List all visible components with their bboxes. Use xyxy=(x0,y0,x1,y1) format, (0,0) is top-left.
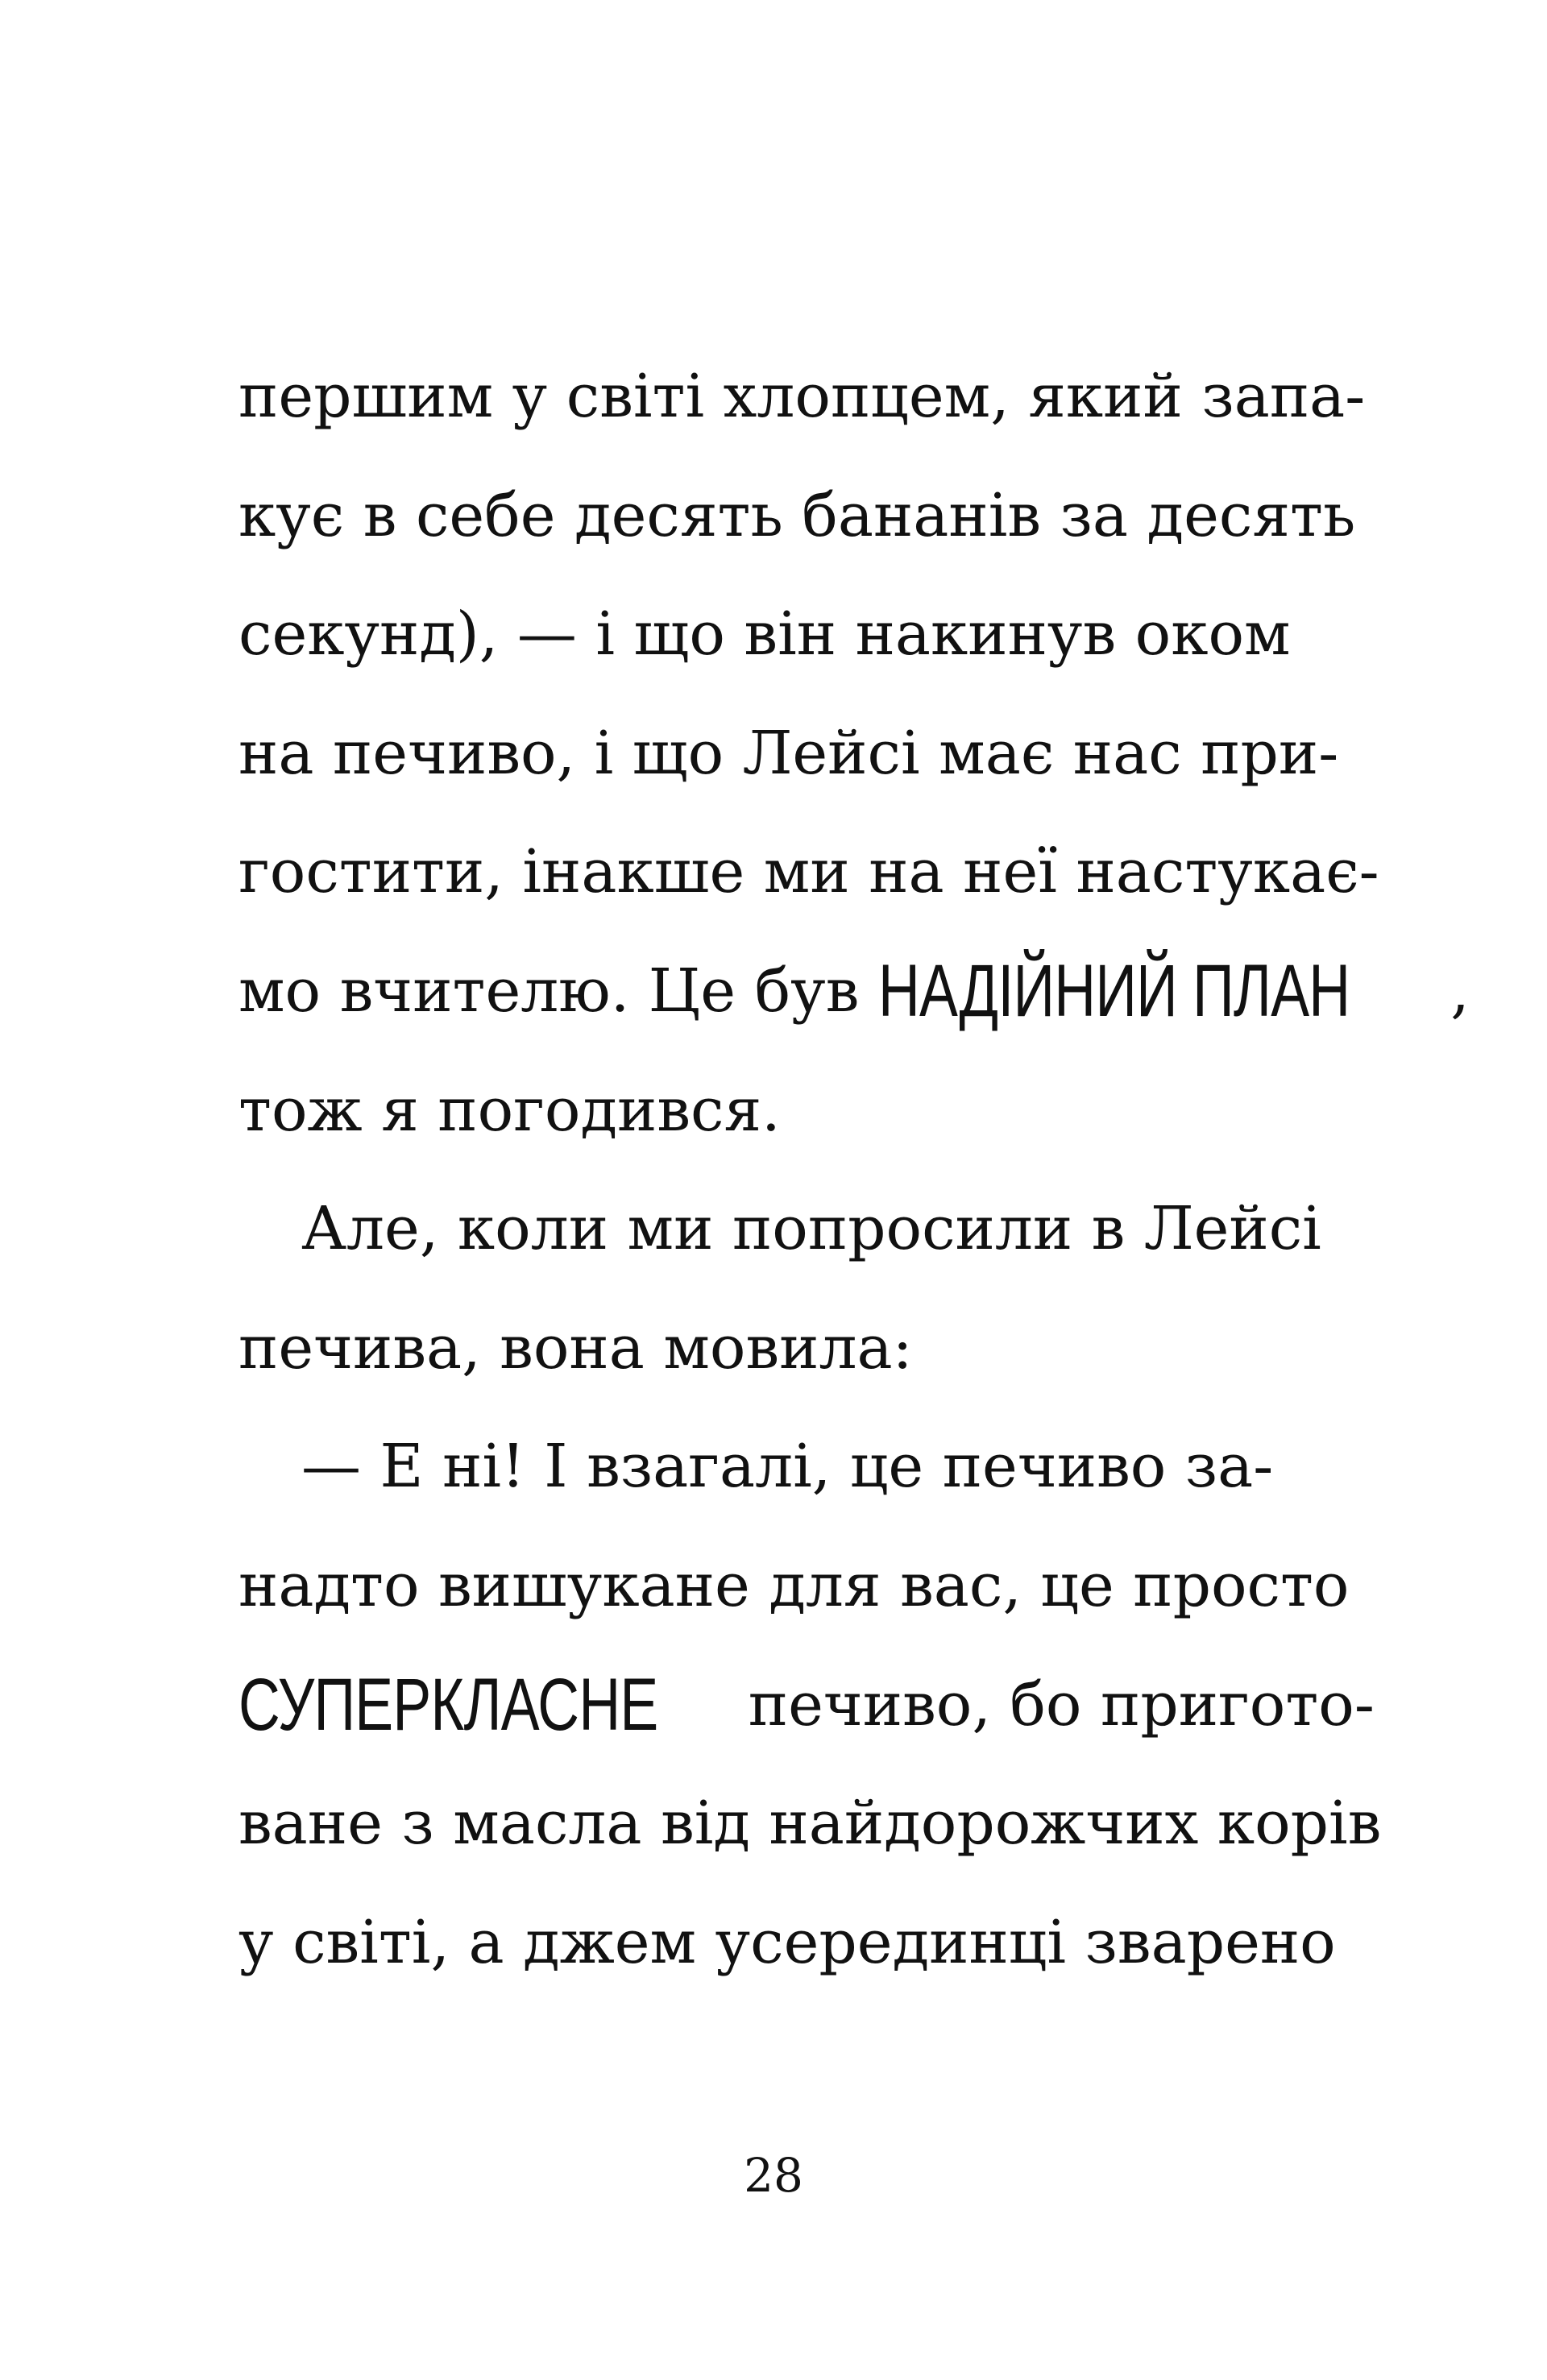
line-text: кує в себе десять бананів за десять xyxy=(238,481,1356,550)
text-line xyxy=(238,1894,1336,1991)
line-text: у світі, а джем усерединці зварено xyxy=(238,1908,1336,1977)
line-text: на печиво, і що Лейсі має нас при- xyxy=(238,719,1339,788)
page-number: 28 xyxy=(744,2148,803,2203)
line-text: печиво, бо пригото- xyxy=(729,1670,1375,1739)
text-line xyxy=(238,467,1356,564)
emphasized-phrase: НАДІЙНИЙ ПЛАН xyxy=(877,950,1350,1032)
line-text: , xyxy=(1450,956,1470,1026)
text-line xyxy=(238,823,1379,920)
line-text: тож я погодився. xyxy=(238,1076,781,1145)
line-text: ване з масла від найдорожчих корів xyxy=(238,1789,1382,1858)
text-line xyxy=(238,1062,1246,1159)
line-text: мо вчителю. Це був xyxy=(238,956,878,1026)
text-line xyxy=(238,705,1339,802)
text-line xyxy=(238,943,1470,1039)
text-line xyxy=(238,1656,1375,1753)
line-text: печива, вона мовила: xyxy=(238,1313,913,1383)
line-text: Але, коли ми попросили в Лейсі xyxy=(301,1194,1321,1263)
line-text: секунд), — і що він накинув оком xyxy=(238,599,1291,669)
line-text: надто вишукане для вас, це просто xyxy=(238,1551,1350,1620)
emphasized-phrase: СУПЕРКЛАСНЕ xyxy=(238,1664,658,1746)
text-line xyxy=(238,348,1366,445)
text-line xyxy=(238,1775,1382,1872)
line-text: гостити, інакше ми на неї настукає- xyxy=(238,837,1379,906)
text-line xyxy=(238,1300,1246,1396)
text-line xyxy=(238,586,1291,682)
line-text: — Е ні! І взагалі, це печиво за- xyxy=(301,1432,1274,1501)
text-line xyxy=(238,1418,1274,1515)
text-line xyxy=(238,1537,1350,1634)
line-text: першим у світі хлопцем, який запа- xyxy=(238,362,1366,431)
text-line xyxy=(238,1180,1321,1277)
